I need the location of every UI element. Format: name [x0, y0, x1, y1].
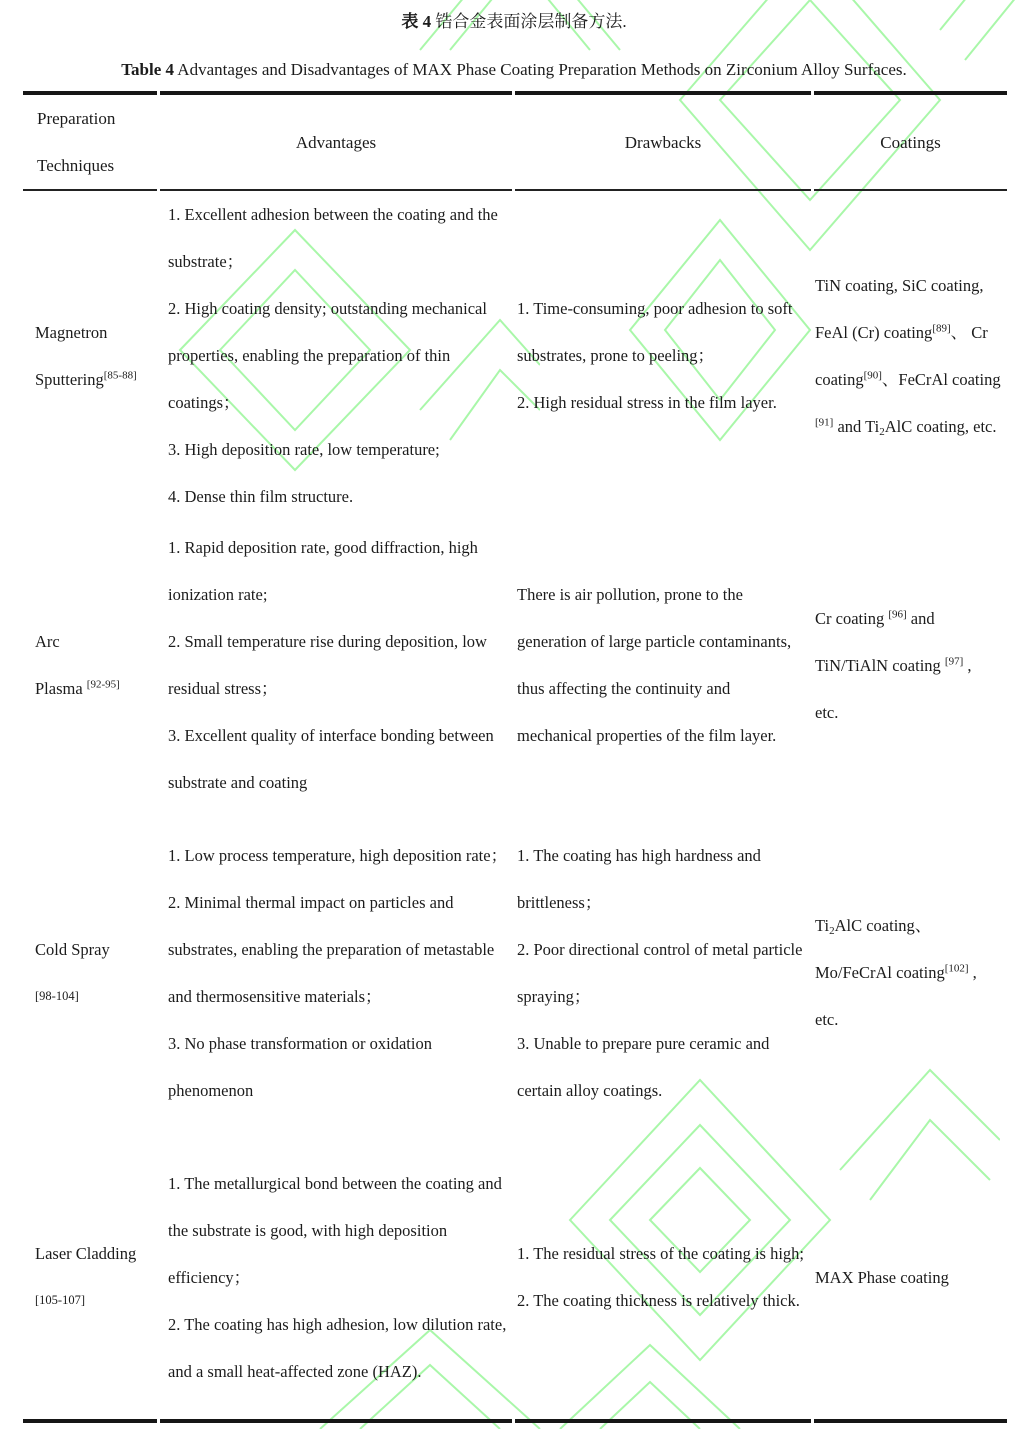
- coating-text: FeAl (Cr) coating: [815, 322, 933, 342]
- coating-text: 、 Cr: [950, 322, 988, 342]
- advantage-item: 1. The metallurgical bond between the coating and the substrate is good, with high deposition efficiency；: [168, 1173, 502, 1287]
- cell-technique: [23, 191, 157, 520]
- advantage-item: 2. Small temperature rise during deposition, low residual stress；: [168, 632, 487, 698]
- coating-line: [815, 949, 1007, 996]
- reference-superscript: [97]: [944, 655, 964, 667]
- reference-superscript: [89]: [932, 322, 951, 334]
- advantage-item: 2. Minimal thermal impact on particles and substrates, enabling the preparation of metastable and thermosensitive materials；: [168, 892, 495, 1006]
- reference-superscript: [102]: [944, 962, 969, 975]
- cell-coatings: [814, 191, 1007, 520]
- header-row: [23, 91, 1007, 191]
- reference-superscript: [90]: [863, 369, 882, 381]
- cell-drawbacks: [515, 810, 811, 1135]
- table-title-zh: [0, 10, 1028, 34]
- cell-technique: [23, 810, 157, 1135]
- advantage-item: 4. Dense thin film structure.: [168, 487, 354, 506]
- reference-label: [98-104]: [35, 988, 79, 1003]
- coating-text: 、FeCrAl coating: [881, 369, 1001, 389]
- technique-name-line1: Cold Spray: [35, 939, 110, 959]
- technique-name: Plasma: [35, 679, 87, 698]
- cell-drawbacks: [515, 1135, 811, 1423]
- coating-text: Ti: [815, 916, 830, 935]
- header-advantages: Advantages: [160, 91, 512, 191]
- coating-line: [815, 642, 1007, 689]
- coating-line: [815, 309, 1007, 356]
- advantage-item: 1. Excellent adhesion between the coating and the substrate；: [168, 205, 498, 271]
- coating-line: [815, 902, 1007, 949]
- advantage-item: 2. High coating density; outstanding mechanical properties, enabling the preparation of thin coatings；: [168, 299, 487, 412]
- coating-line: etc.: [815, 1010, 839, 1029]
- coating-text: AlC coating, etc.: [884, 416, 997, 436]
- cell-technique: [23, 520, 157, 810]
- coating-text: and: [906, 608, 935, 628]
- coating-line: TiN coating, SiC coating,: [815, 275, 984, 295]
- coating-line: etc.: [815, 702, 839, 722]
- technique-name-line1: Arc: [35, 632, 60, 651]
- reference-superscript: [92-95]: [86, 678, 120, 691]
- coating-line: [815, 403, 1007, 450]
- advantage-item: 3. No phase transformation or oxidation phenomenon: [168, 1033, 432, 1100]
- drawback-item: 2. Poor directional control of metal particle spraying；: [517, 939, 803, 1006]
- table-row-laser-cladding: [23, 1135, 1007, 1423]
- technique-name-line1: Laser Cladding: [35, 1244, 137, 1263]
- advantage-item: 2. The coating has high adhesion, low dilution rate, and a small heat-affected zone (HAZ).: [168, 1314, 507, 1381]
- technique-name-line2: [35, 665, 157, 712]
- drawback-item: 1. The coating has high hardness and brittleness；: [517, 845, 761, 912]
- coating-line: MAX Phase coating: [815, 1267, 949, 1287]
- advantage-item: 1. Rapid deposition rate, good diffraction, high ionization rate;: [168, 538, 478, 604]
- coating-methods-table: [20, 91, 1010, 1423]
- advantage-item: 1. Low process temperature, high deposition rate；: [168, 845, 508, 865]
- advantage-item: 3. High deposition rate, low temperature;: [168, 440, 440, 459]
- cell-coatings: [814, 520, 1007, 810]
- table-caption-label: Table 4: [121, 60, 174, 79]
- header-drawbacks: Drawbacks: [515, 91, 811, 191]
- coating-text: ,: [968, 963, 977, 982]
- coating-text: Cr coating: [815, 608, 889, 628]
- drawback-item: 3. Unable to prepare pure ceramic and certain alloy coatings.: [517, 1033, 770, 1100]
- coating-text: AlC coating、: [834, 916, 932, 935]
- drawback-item: 2. High residual stress in the film layer.: [517, 393, 777, 412]
- coating-line: [815, 356, 1007, 403]
- table-row-magnetron-sputtering: [23, 191, 1007, 520]
- cell-coatings: [814, 1135, 1007, 1423]
- cell-advantages: [160, 191, 512, 520]
- chemical-subscript: 2: [879, 425, 885, 438]
- drawback-item: 1. Time-consuming, poor adhesion to soft substrates, prone to peeling；: [517, 299, 793, 365]
- chemical-subscript: 2: [829, 925, 835, 937]
- table-caption-text: Advantages and Disadvantages of MAX Phase Coating Preparation Methods on Zirconium Alloy Surfaces.: [174, 60, 907, 79]
- coating-text: ,: [963, 655, 972, 675]
- coating-text: and Ti: [833, 416, 880, 436]
- cell-advantages: [160, 1135, 512, 1423]
- coating-line: [815, 595, 1007, 642]
- technique-name-line1: Magnetron: [35, 322, 108, 342]
- cell-drawbacks: [515, 520, 811, 810]
- cell-drawbacks: [515, 191, 811, 520]
- cell-advantages: [160, 520, 512, 810]
- cell-technique: [23, 1135, 157, 1423]
- drawback-item: 2. The coating thickness is relatively thick.: [517, 1291, 800, 1310]
- header-preparation-techniques: [23, 91, 157, 191]
- cell-advantages: [160, 810, 512, 1135]
- reference-superscript: [85-88]: [103, 369, 137, 381]
- table-title-zh-label: 表 4: [401, 12, 432, 31]
- header-preparation-line2: Techniques: [37, 156, 115, 175]
- cell-coatings: [814, 810, 1007, 1135]
- coating-text: TiN/TiAlN coating: [815, 655, 945, 675]
- reference-superscript: [91]: [815, 416, 834, 428]
- table-caption-en: [0, 58, 1028, 82]
- drawback-item: There is air pollution, prone to the generation of large particle contaminants, thus affecting the continuity and mechanical properties of the film layer.: [517, 585, 792, 745]
- coating-text: coating: [815, 369, 864, 389]
- header-coatings: Coatings: [814, 91, 1007, 191]
- header-preparation-line1: Preparation: [37, 109, 116, 128]
- reference-label: [105-107]: [35, 1293, 85, 1307]
- reference-superscript: [96]: [888, 608, 907, 620]
- drawback-item: 1. The residual stress of the coating is high;: [517, 1244, 805, 1263]
- advantage-item: 3. Excellent quality of interface bonding between substrate and coating: [168, 726, 494, 792]
- table-row-cold-spray: [23, 810, 1007, 1135]
- table-row-arc-plasma: [23, 520, 1007, 810]
- technique-name: Sputtering: [35, 369, 104, 389]
- table-title-zh-text: 锆合金表面涂层制备方法.: [431, 12, 627, 31]
- coating-text: Mo/FeCrAl coating: [815, 963, 945, 982]
- technique-name-line2: [35, 356, 157, 403]
